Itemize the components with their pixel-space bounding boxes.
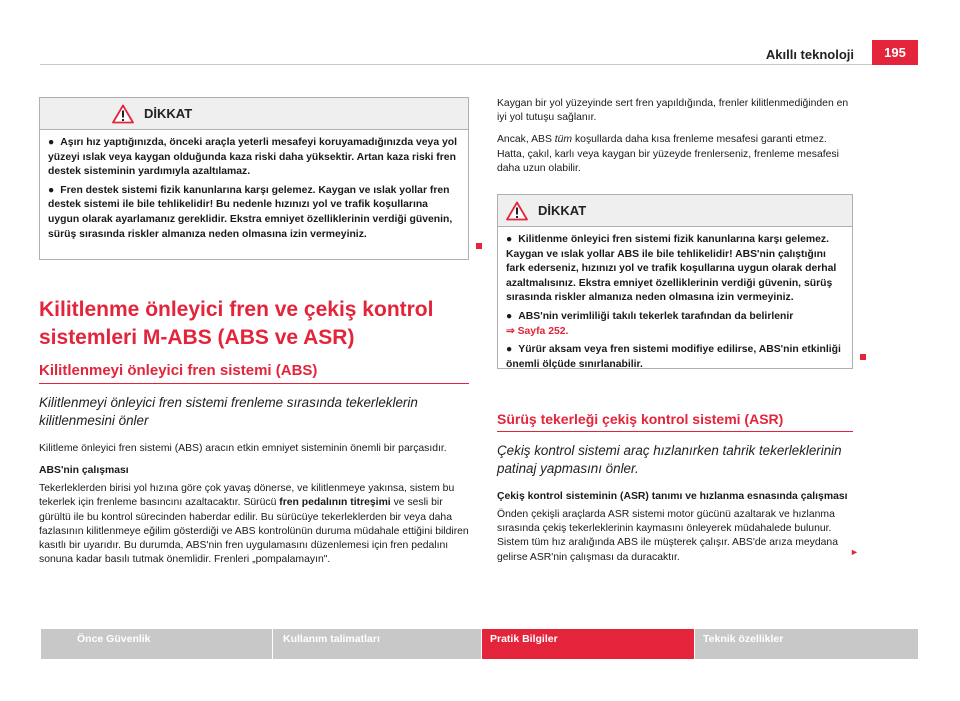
warning-header bbox=[498, 195, 852, 227]
warning-triangle-icon bbox=[506, 201, 528, 221]
asr-section-title: Sürüş tekerleği çekiş kontrol sistemi (ASR) bbox=[497, 411, 853, 432]
warning-box bbox=[39, 97, 469, 260]
lead-text: Kilitlenmeyi önleyici fren sistemi frenleme sırasında tekerleklerin kilitlenmesini önler bbox=[39, 395, 418, 428]
section-title: Kilitlenme önleyici fren ve çekiş kontrol sistemleri M-ABS (ABS ve ASR) bbox=[39, 298, 434, 349]
header-rule bbox=[40, 64, 918, 65]
warning-item: ● Yürür aksam veya fren sistemi modifiye edilirse, ABS'nin etkinliği önemli ölçüde sınırlanabilir. bbox=[506, 344, 841, 370]
right-column bbox=[497, 97, 853, 565]
warning-item: ● Aşırı hız yaptığınızda, önceki araçla yeterli mesafeyi koruyamadığınızda veya yol yüzeyi ıslak veya kaygan olduğunda kaza riski daha yüksektir. Artan kaza riski fren destek sisteminin yardımıyla azaltılamaz. bbox=[48, 137, 458, 178]
abs-operation-heading: ABS'nin çalışması bbox=[39, 465, 129, 477]
asr-subheading: Çekiş kontrol sisteminin (ASR) tanımı ve hızlanma esnasında çalışması bbox=[497, 491, 848, 503]
warning-header bbox=[40, 98, 468, 130]
intro-paragraph: Kilitleme önleyici fren sistemi (ABS) aracın etkin emniyet sisteminin önemli bir parçasıdır. bbox=[39, 443, 447, 454]
page-number: 195 bbox=[872, 40, 918, 65]
abs-operation-paragraph: Tekerleklerden birisi yol hızına göre çok yavaş dönerse, ve kilitlenmeye yakınsa, sistem bu tekerlek için frenleme basıncını azaltacaktır. Sürücü fren pedalının titreşimi ve sesli bir gürültü ile bu kontrol sürecinden haberdar edilir. Bu sürücüye tekerleklerden bir veya daha fazlasının kilitlenmeye eğilim gösterdiği ve ABS kontrolünün duruma müdahale ettiğini bildiren kasıtlı bir uyarıdır. Bu durumda, ABS'nin fren uygulamasını düzenlemesi için fren pedalını sonuna kadar basılı tutmak önemlidir. Frenleri „pompalamayın". bbox=[39, 483, 469, 566]
continue-arrow-icon: ► bbox=[850, 547, 859, 557]
subsection-title: Kilitlenmeyi önleyici fren sistemi (ABS) bbox=[39, 362, 469, 384]
warning-title: DİKKAT bbox=[144, 106, 193, 121]
footer-tab-practical[interactable]: Pratik Bilgiler bbox=[482, 629, 694, 659]
chapter-title: Akıllı teknoloji bbox=[765, 47, 854, 62]
warning-box bbox=[497, 194, 853, 369]
warning-triangle-icon bbox=[112, 104, 134, 124]
warning-item: ● Fren destek sistemi fizik kanunlarına karşı gelemez. Kaygan ve ıslak yollar fren destek sistemi ile bile tehlikelidir! Bu nedenle hızınızı yol ve trafik koşullarına uygun olarak ayarlamanız gereklidir. Ekstra emniyet özelliklerinin verdiği güvenin, sürüş sırasında riskler almanıza neden olmasına izin vermeyiniz. bbox=[48, 184, 453, 240]
asr-paragraph: Önden çekişli araçlarda ASR sistemi motor gücünü azaltarak ve hızlanma sırasında çekiş tekerleklerinin kaymasını önleyerek müdahalede bulunur. Sistem tüm hız aralığında ABS ile müşterek çalışır. ABS'de arıza meydana gelirse ASR'nin çalışması da duracaktır. bbox=[497, 509, 838, 563]
footer-tab-operation[interactable]: Kullanım talimatları bbox=[273, 629, 481, 659]
paragraph: Kaygan bir yol yüzeyinde sert fren yapıldığında, frenler kilitlenmediğinden en iyi yol tutuşu sağlanır. bbox=[497, 98, 849, 124]
end-of-warning-marker bbox=[860, 354, 866, 360]
footer-tab-safety[interactable]: Önce Güvenlik bbox=[41, 629, 272, 659]
warning-item: ● ABS'nin verimliliği takılı tekerlek tarafından da belirlenir ⇒ Sayfa 252. bbox=[506, 310, 794, 337]
paragraph: Ancak, ABS tüm koşullarda daha kısa frenleme mesafesi garanti etmez. Hatta, çakıl, karlı veya kaygan bir yüzeyde frenlerseniz, frenleme mesafesi daha uzun olabilir. bbox=[497, 134, 839, 174]
footer-tab-technical[interactable]: Teknik özellikler bbox=[695, 629, 918, 659]
warning-item: ● Kilitlenme önleyici fren sistemi fizik kanunlarına karşı gelemez. Kaygan ve ıslak yollar ABS ile bile tehlikelidir! ABS'nin çalıştığını fark ederseniz, hızınızı yol ve trafik koşullarına uygun olarak derhal azaltmalısınız. Ekstra emniyet özelliklerinin verdiği güvenin, sürüş sırasında riskler almanıza neden olmasına izin vermeyiniz. bbox=[506, 234, 837, 304]
warning-title: DİKKAT bbox=[538, 203, 587, 219]
page-reference-link[interactable]: ⇒ Sayfa 252. bbox=[506, 325, 569, 337]
left-column bbox=[39, 97, 469, 567]
end-of-warning-marker bbox=[476, 243, 482, 249]
asr-lead-text: Çekiş kontrol sistemi araç hızlanırken tahrik tekerleklerinin patinaj yapmasını önler. bbox=[497, 443, 842, 477]
